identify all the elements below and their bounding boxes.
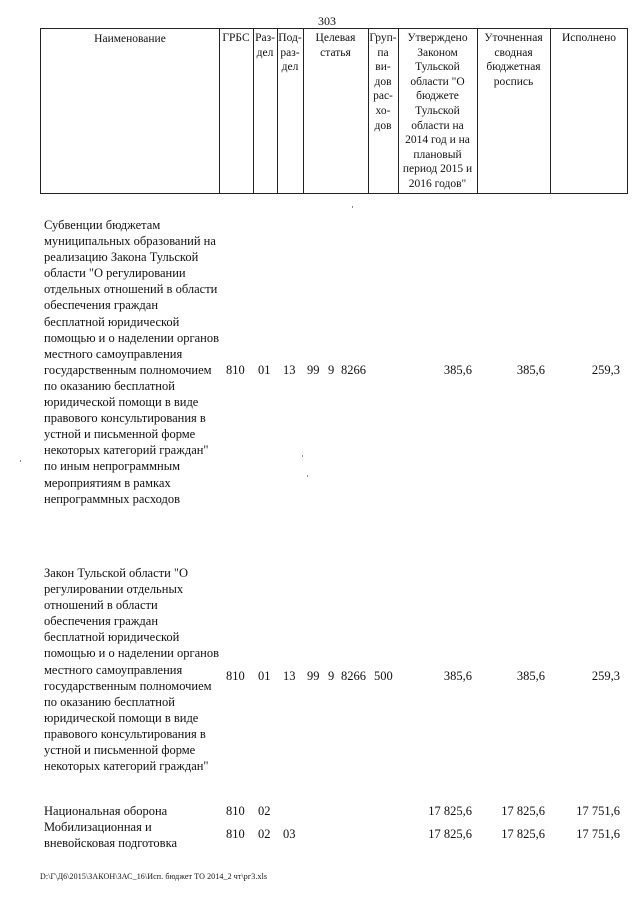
header-name: Наименование	[94, 33, 166, 45]
header-utochnennaya: Уточненная сводная бюджетная роспись	[484, 32, 543, 88]
scan-speck	[352, 206, 353, 208]
cell-cs-program: 99	[307, 363, 320, 377]
cell-cs-program: 99	[307, 669, 320, 683]
cell-utochnennaya: 385,6	[516, 363, 545, 377]
header-celevaya-statya: Целевая статья	[315, 32, 356, 59]
scan-speck	[302, 455, 303, 457]
cell-grbs: 810	[226, 827, 245, 841]
cell-utverzhdeno: 385,6	[443, 363, 472, 377]
cell-cs-subprogram: 9	[328, 363, 335, 377]
cell-razdel: 01	[258, 669, 271, 683]
cell-cs-direction: 8266	[341, 669, 366, 683]
header-gruppa-vidov: Груп- па ви- дов рас- хо- дов	[369, 32, 397, 132]
scan-speck	[20, 460, 21, 462]
cell-cs-subprogram: 9	[328, 669, 335, 683]
column-divider	[219, 28, 220, 194]
cell-ispolneno: 17 751,6	[576, 804, 620, 818]
cell-razdel: 02	[258, 827, 271, 841]
cell-utochnennaya: 17 825,6	[501, 827, 545, 841]
cell-grbs: 810	[226, 669, 245, 683]
cell-ispolneno: 259,3	[591, 363, 620, 377]
cell-utverzhdeno: 385,6	[443, 669, 472, 683]
cell-utochnennaya: 17 825,6	[501, 804, 545, 818]
cell-utverzhdeno: 17 825,6	[428, 804, 472, 818]
cell-grbs: 810	[226, 363, 245, 377]
cell-razdel: 01	[258, 363, 271, 377]
header-grbs: ГРБС	[222, 32, 250, 44]
row-name: Мобилизационная и вневойсковая подготовка	[44, 820, 178, 851]
cell-ispolneno: 17 751,6	[576, 827, 620, 841]
row-name: Закон Тульской области "О регулировании отдельных отношений в области обеспечения граждан бесплатной юридической помощью и о наделении органов местного самоуправления государственным полномочием по оказанию бесплатной юридической помощи в виде правового консультирования в устной и письменной форме некоторых категорий граждан"	[44, 566, 219, 774]
file-path-footer: D:\Г\Д6\2015\ЗАКОН\ЗАС_16\Исп. бюджет ТО 2014_2 чт\рг3.xls	[40, 872, 268, 881]
column-divider	[40, 28, 41, 194]
column-divider	[550, 28, 551, 194]
cell-ispolneno: 259,3	[591, 669, 620, 683]
cell-utverzhdeno: 17 825,6	[428, 827, 472, 841]
cell-podrazdel: 03	[283, 827, 296, 841]
cell-razdel: 02	[258, 804, 271, 818]
cell-podrazdel: 13	[283, 363, 296, 377]
header-podrazdel: Под- раз- дел	[278, 32, 302, 74]
page-number: 303	[318, 14, 336, 28]
row-name: Субвенции бюджетам муниципальных образований на реализацию Закона Тульской области "О регулировании отдельных отношений в области обеспечения граждан бесплатной юридической помощью и о наделении органов местного самоуправления государственным полномочием по оказанию бесплатной юридической помощи в виде правового консультирования в устной и письменной форме некоторых категорий граждан" по иным непрограммным мероприятиям в рамках непрограммных расходов	[44, 218, 219, 506]
cell-vr: 500	[374, 669, 393, 683]
cell-cs-direction: 8266	[341, 363, 366, 377]
header-utverzhdeno: Утверждено Законом Тульской области "О бюджете Тульской области на 2014 год и на плановый период 2015 и 2016 годов"	[402, 32, 473, 190]
header-razdel: Раз- дел	[255, 32, 275, 59]
cell-grbs: 810	[226, 804, 245, 818]
scan-speck	[307, 475, 308, 477]
cell-podrazdel: 13	[283, 669, 296, 683]
cell-utochnennaya: 385,6	[516, 669, 545, 683]
row-name: Национальная оборона	[44, 804, 168, 818]
header-ispolneno: Исполнено	[561, 32, 617, 44]
